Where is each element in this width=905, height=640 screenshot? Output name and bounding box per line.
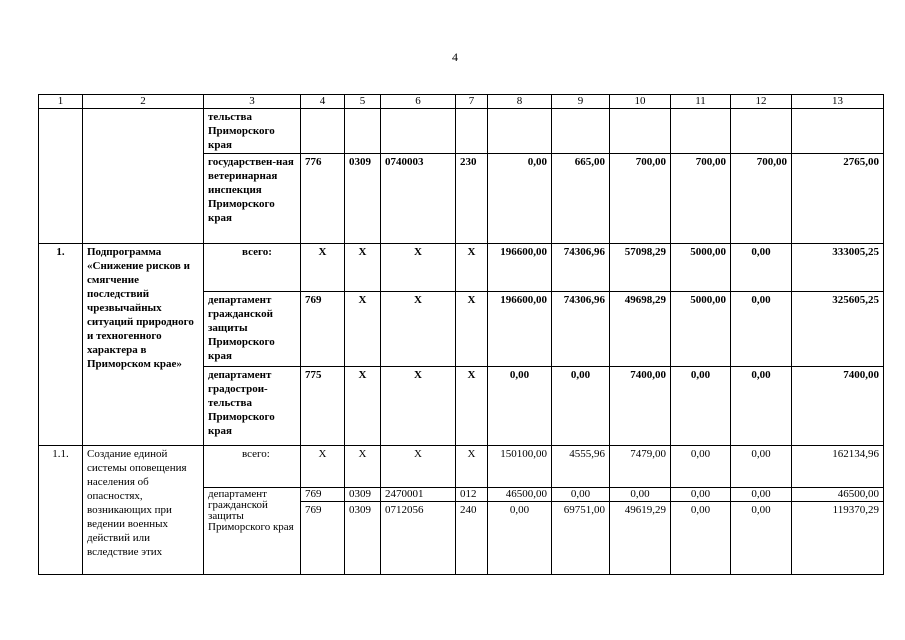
column-header: 2 [83,95,204,109]
table-cell: 0,00 [488,154,552,244]
table-cell: 0,00 [671,502,731,575]
table-cell: Х [381,367,456,446]
table-cell: 769 [301,502,345,575]
table-cell: 4555,96 [552,446,610,488]
table-cell: 0,00 [552,488,610,502]
table-cell [488,109,552,154]
table-cell: 46500,00 [488,488,552,502]
table-cell: 74306,96 [552,244,610,292]
row-number: 1.1. [39,446,83,575]
table-cell: 0,00 [488,502,552,575]
table-cell: 665,00 [552,154,610,244]
column-header: 7 [456,95,488,109]
table-row [39,446,884,488]
table-cell: 0,00 [731,367,792,446]
column-header: 1 [39,95,83,109]
table-cell [792,109,884,154]
program-name: Подпрограмма «Снижение рисков и смягчение последствий чрезвычайных ситуаций природного и техногенного характера в Приморском крае» [83,244,204,446]
table-cell: 0309 [345,502,381,575]
table-cell: Х [301,446,345,488]
table-cell: 0,00 [671,488,731,502]
table-cell: 333005,25 [792,244,884,292]
table-cell: 769 [301,488,345,502]
table-cell: Х [345,244,381,292]
table-cell: 5000,00 [671,244,731,292]
table-cell: 0309 [345,488,381,502]
table-cell: Х [381,292,456,367]
table-cell: Х [381,244,456,292]
column-header: 6 [381,95,456,109]
table-cell: 57098,29 [610,244,671,292]
table-cell: 0,00 [552,367,610,446]
org-cell: департамент гражданской защиты Приморского края [204,488,301,575]
table-cell: 196600,00 [488,292,552,367]
table-cell: 0,00 [671,367,731,446]
column-header-row [39,95,884,109]
row-number: 1. [39,244,83,446]
column-header: 8 [488,95,552,109]
table-cell [731,109,792,154]
table-row [39,109,884,154]
table-cell: 700,00 [731,154,792,244]
table-cell: 776 [301,154,345,244]
table-cell: Х [345,367,381,446]
table-cell: 700,00 [610,154,671,244]
table-cell [301,109,345,154]
table-cell: 74306,96 [552,292,610,367]
table-cell: 012 [456,488,488,502]
org-cell: всего: [204,244,301,292]
org-cell: тельства Приморского края [204,109,301,154]
table-cell: 0,00 [731,502,792,575]
column-header: 11 [671,95,731,109]
table-cell: 0309 [345,154,381,244]
table-cell: Х [345,446,381,488]
table-cell [456,109,488,154]
column-header: 3 [204,95,301,109]
table-cell: 196600,00 [488,244,552,292]
table-row [39,244,884,292]
table-cell: 0712056 [381,502,456,575]
table-cell: 7479,00 [610,446,671,488]
table-cell: 0740003 [381,154,456,244]
table-cell: Х [456,367,488,446]
page-number: 4 [452,50,458,64]
table-cell: 7400,00 [610,367,671,446]
table-cell: 150100,00 [488,446,552,488]
org-cell: всего: [204,446,301,488]
table-cell: Х [456,244,488,292]
table-cell: Х [381,446,456,488]
org-cell: департамент градострои-тельства Приморского края [204,367,301,446]
table-cell: 775 [301,367,345,446]
table-cell [671,109,731,154]
table-cell: 49698,29 [610,292,671,367]
column-header: 10 [610,95,671,109]
table-cell: 769 [301,292,345,367]
column-header: 12 [731,95,792,109]
table-cell: 0,00 [610,488,671,502]
table-cell: 325605,25 [792,292,884,367]
table-cell: 7400,00 [792,367,884,446]
column-header: 13 [792,95,884,109]
column-header: 9 [552,95,610,109]
table-cell: 2470001 [381,488,456,502]
table-cell: 0,00 [731,292,792,367]
column-header: 5 [345,95,381,109]
table-cell: 2765,00 [792,154,884,244]
column-header: 4 [301,95,345,109]
table-cell: 162134,96 [792,446,884,488]
table-cell: 69751,00 [552,502,610,575]
table-cell: 0,00 [731,244,792,292]
table-cell [39,109,83,244]
table-cell: 0,00 [671,446,731,488]
table-cell: 49619,29 [610,502,671,575]
table-cell: 0,00 [488,367,552,446]
table-cell: Х [456,292,488,367]
table-cell: 700,00 [671,154,731,244]
table-cell: 240 [456,502,488,575]
table-cell [345,109,381,154]
table-cell: 230 [456,154,488,244]
budget-table [38,94,884,575]
table-cell: 0,00 [731,446,792,488]
table-cell [610,109,671,154]
table-cell: Х [345,292,381,367]
program-name: Создание единой системы оповещения населения об опасностях, возникающих при ведении военных действий или вследствие этих [83,446,204,575]
table-cell: 119370,29 [792,502,884,575]
table-cell: Х [301,244,345,292]
org-cell: департамент гражданской защиты Приморского края [204,292,301,367]
org-cell: государствен-ная ветеринарная инспекция Приморского края [204,154,301,244]
table-cell [381,109,456,154]
table-cell: Х [456,446,488,488]
table-cell: 46500,00 [792,488,884,502]
table-cell: 5000,00 [671,292,731,367]
table-cell: 0,00 [731,488,792,502]
table-cell [83,109,204,244]
table-cell [552,109,610,154]
